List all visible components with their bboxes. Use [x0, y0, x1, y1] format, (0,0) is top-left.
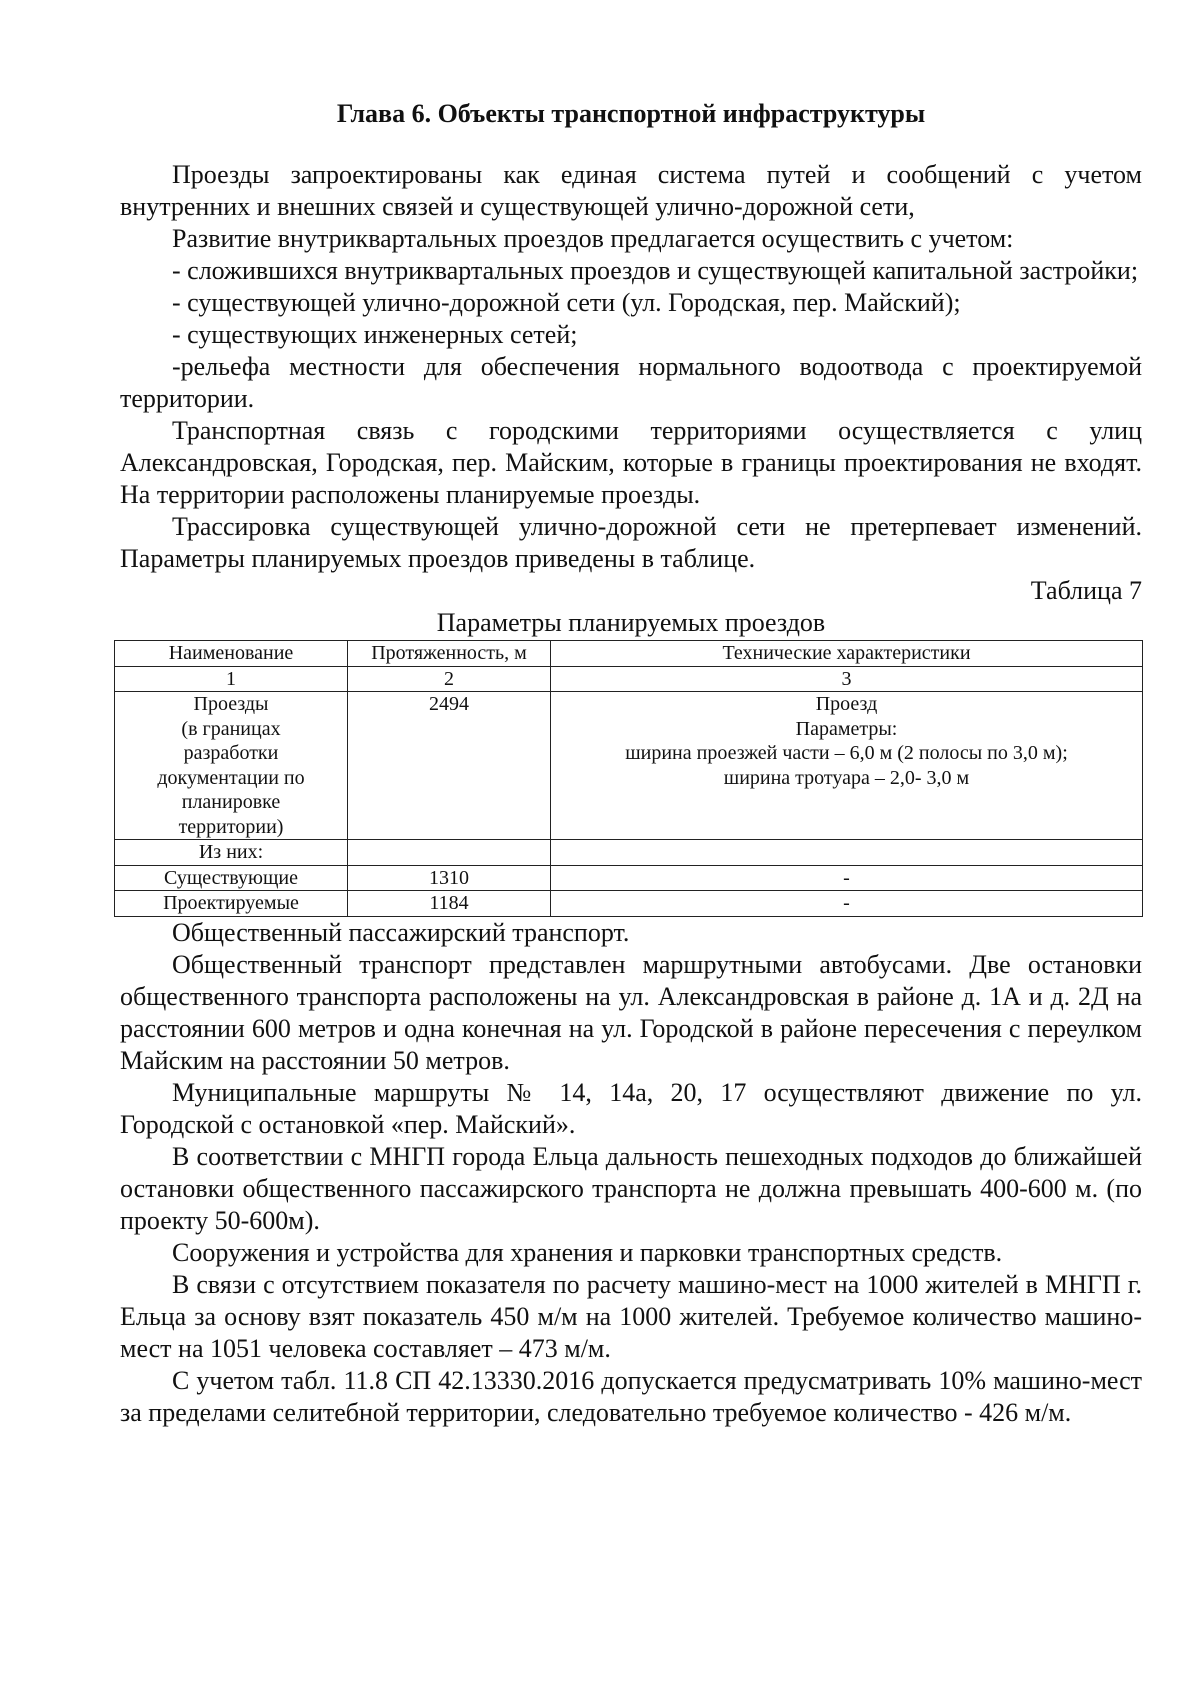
header-tech: Технические характеристики	[551, 641, 1143, 667]
paragraph: Трассировка существующей улично-дорожной сети не претерпевает изменений. Параметры планируемых проездов приведены в таблице.	[120, 512, 1142, 573]
paragraph: Сооружения и устройства для хранения и парковки транспортных средств.	[172, 1237, 1003, 1267]
cell-line: ширина тротуара – 2,0- 3,0 м	[723, 766, 970, 789]
table-caption: Параметры планируемых проездов	[436, 608, 826, 637]
paragraph: Муниципальные маршруты № 14, 14а, 20, 17 осуществляют движение по ул. Городской с остановкой «пер. Майский».	[120, 1077, 1142, 1139]
cell-name: Проектируемые	[115, 891, 348, 917]
cell-length: 2494	[348, 692, 551, 840]
paragraph: Развитие внутриквартальных проездов предлагается осуществить с учетом:	[172, 224, 1014, 253]
cell-line: разработки	[183, 742, 279, 764]
list-item: - существующей улично-дорожной сети (ул. Городская, пер. Майский);	[172, 288, 961, 317]
cell-tech	[551, 840, 1143, 866]
list-item: - существующих инженерных сетей;	[172, 320, 578, 349]
cell-length: 1310	[348, 865, 551, 891]
cell-name: Существующие	[115, 865, 348, 891]
cell-length: 1184	[348, 891, 551, 917]
cell-tech: -	[551, 865, 1143, 891]
table-header-row	[115, 641, 1143, 667]
cell-line: территории)	[178, 815, 284, 838]
paragraph: Транспортная связь с городскими территориями осуществляется с улиц Александровская, Городская, пер. Майским, которые в границы проектирования не входят. На территории расположены планируемые проезды.	[120, 416, 1142, 509]
colnum-2: 2	[348, 666, 551, 692]
paragraph: В связи с отсутствием показателя по расчету машино-мест на 1000 жителей в МНГП г. Ельца за основу взят показатель 450 м/м на 1000 жителей. Требуемое количество машино-мест на 1051 человека составляет – 473 м/м.	[120, 1269, 1142, 1363]
paragraph: Общественный пассажирский транспорт.	[172, 917, 630, 947]
table-row	[115, 865, 1143, 891]
cell-line: Проезд	[815, 693, 878, 715]
cell-line: (в границах	[181, 717, 281, 740]
cell-line: ширина проезжей части – 6,0 м (2 полосы по 3,0 м);	[625, 742, 1068, 764]
paragraph: Общественный транспорт представлен маршрутными автобусами. Две остановки общественного транспорта расположены на ул. Александровская в районе д. 1А и д. 2Д на расстоянии 600 метров и одна конечная на ул. Городской в районе пересечения с переулком Майским на расстоянии 50 метров.	[120, 949, 1142, 1075]
colnum-3: 3	[551, 666, 1143, 692]
cell-line: Проезды	[193, 693, 269, 715]
colnum-1: 1	[115, 666, 348, 692]
table-number: Таблица 7	[1030, 576, 1142, 605]
header-length: Протяженность, м	[348, 641, 551, 667]
cell-length	[348, 840, 551, 866]
table-row	[115, 692, 1143, 840]
table-row	[115, 891, 1143, 917]
paragraph: В соответствии с МНГП города Ельца дальность пешеходных подходов до ближайшей остановки общественного пассажирского транспорта не должна превышать 400-600 м. (по проекту 50-600м).	[120, 1141, 1142, 1235]
cell-line: планировке	[181, 791, 281, 813]
cell-name: Из них:	[115, 840, 348, 866]
paragraph: С учетом табл. 11.8 СП 42.13330.2016 допускается предусматривать 10% машино-мест за пределами селитебной территории, следовательно требуемое количество - 426 м/м.	[120, 1365, 1142, 1427]
paragraph: Проезды запроектированы как единая система путей и сообщений с учетом внутренних и внешних связей и существующей улично-дорожной сети,	[120, 160, 1142, 221]
cell-tech: -	[551, 891, 1143, 917]
table-row	[115, 840, 1143, 866]
table-colnum-row	[115, 666, 1143, 692]
cell-line: документации по	[157, 766, 305, 789]
list-item: -рельефа местности для обеспечения нормального водоотвода с проектируемой территории.	[120, 352, 1142, 413]
cell-tech	[551, 692, 1143, 840]
parameters-table	[114, 640, 1143, 917]
cell-name	[115, 692, 348, 840]
cell-line: Параметры:	[795, 717, 898, 740]
header-name: Наименование	[115, 641, 348, 667]
list-item: - сложившихся внутриквартальных проездов и существующей капитальной застройки;	[172, 256, 1139, 285]
chapter-title: Глава 6. Объекты транспортной инфраструктуры	[336, 99, 926, 128]
